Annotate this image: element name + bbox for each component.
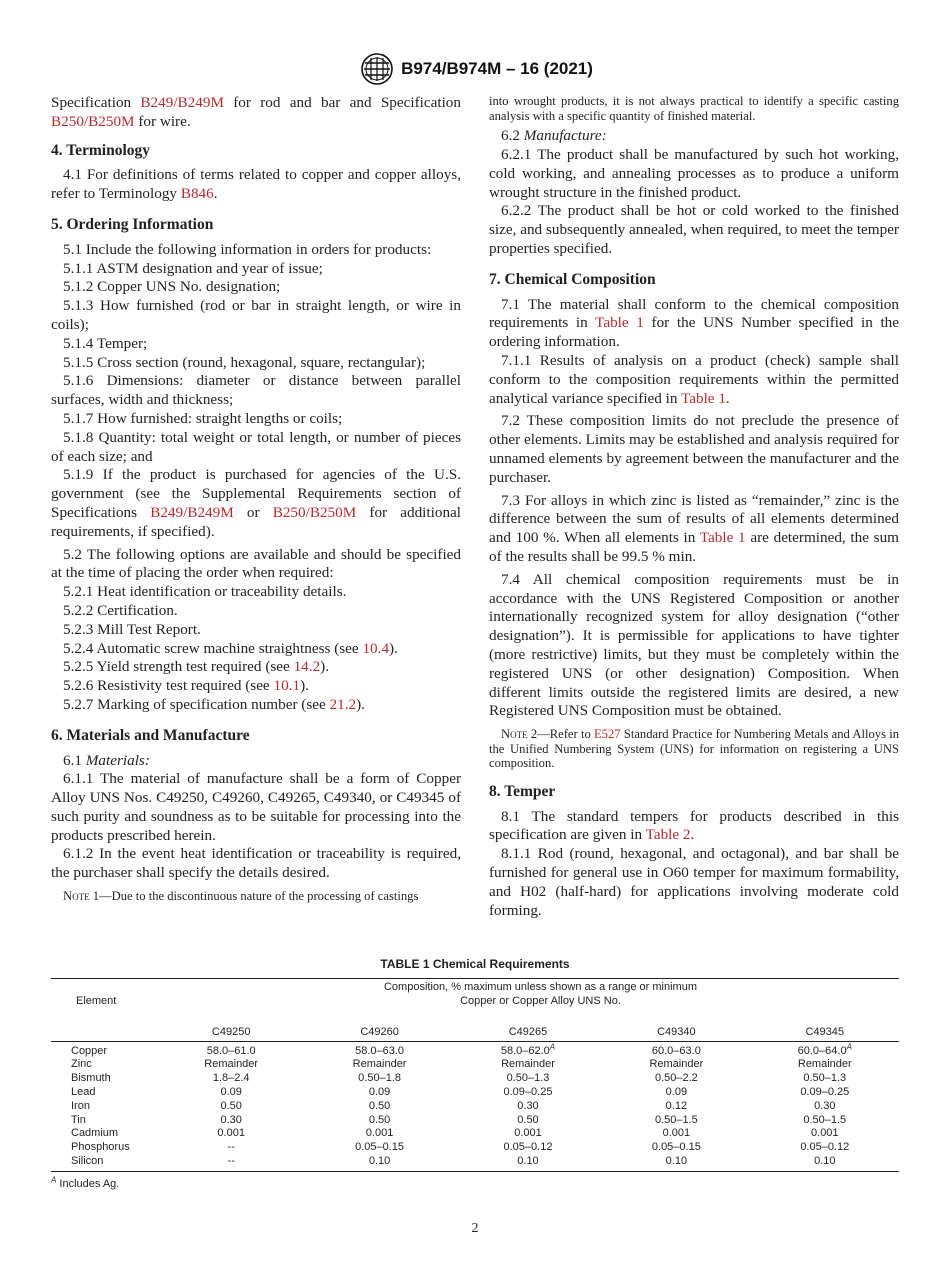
element-column-header: Element (76, 994, 117, 1007)
value-cell: 0.001 (365, 1127, 394, 1140)
value-cell: 0.05–0.15 (355, 1141, 405, 1154)
note-1: Note 1—Due to the discontinuous nature of the processing of castings (63, 889, 419, 904)
value-cell: 0.50 (220, 1099, 242, 1112)
value-cell: 0.10 (517, 1154, 539, 1167)
value-cell: 0.50–1.3 (506, 1072, 550, 1085)
link-b846[interactable]: B846 (180, 185, 214, 203)
link-b250-2[interactable]: B250/B250M (272, 503, 357, 521)
table-row (51, 1100, 899, 1114)
para-7-3: 7.3 For alloys in which zinc is listed as “remainder,” zinc is the difference between the sum of results of all elements determined and 100 %. When all elements in Table 1 are determined, the sum of the results shall be 99.5 % min. (489, 491, 899, 565)
table-row (51, 1114, 899, 1128)
table-caption: TABLE 1 Chemical Requirements (380, 957, 570, 971)
para-6-1: 6.1 Materials: (63, 751, 150, 769)
section-6-heading: 6. Materials and Manufacture (51, 726, 250, 744)
value-cell: 0.12 (665, 1099, 688, 1112)
table-row (51, 1155, 899, 1169)
section-7-heading: 7. Chemical Composition (489, 270, 656, 288)
table-row (51, 1058, 899, 1072)
element-cell: Copper (71, 1044, 108, 1057)
para-7-4: 7.4 All chemical composition requirements must be in accordance with the UNS Registered Composition or another internationally recognized system for alloy designation (“other designation”). It is permissible for applications to have tighter (more restrictive) limits, but they must be completely within the registered UNS (or other designation) Composition. When different limits outside the registered limits are desired, a new Registered UNS Composition must be obtained. (489, 570, 899, 720)
section-8-heading: 8. Temper (489, 782, 556, 800)
uns-header: Copper or Copper Alloy UNS No. (460, 994, 621, 1007)
value-cell: 0.50–1.5 (654, 1113, 698, 1126)
value-cell: 0.10 (814, 1154, 836, 1167)
para-5-1-4: 5.1.4 Temper; (63, 334, 148, 352)
link-10-1[interactable]: 10.1 (273, 677, 301, 695)
para-5-1-7: 5.1.7 How furnished: straight lengths or coils; (63, 409, 343, 427)
para-5-1-1: 5.1.1 ASTM designation and year of issue; (63, 259, 323, 277)
value-cell: -- (227, 1141, 235, 1154)
alloy-header: C49260 (360, 1025, 399, 1038)
para-8-1-1: 8.1.1 Rod (round, hexagonal, and octagonal), and bar shall be furnished for general use in O60 temper for maximum formability, and H02 (half-hard) for applications involving moderate cold forming. (489, 845, 899, 919)
para-5-2: 5.2 The following options are available and should be specified at the time of placing the order when required: (51, 545, 461, 582)
table-row (51, 1045, 899, 1059)
value-cell: 0.09–0.25 (503, 1085, 553, 1098)
element-cell: Lead (71, 1085, 96, 1098)
table-row (51, 1141, 899, 1155)
alloy-header-row (51, 1025, 899, 1041)
value-cell: 60.0–63.0 (651, 1044, 701, 1057)
value-cell: 0.10 (665, 1154, 688, 1167)
value-cell: $60.0-64.0^A$ (797, 1041, 852, 1057)
value-cell: $58.0-62.0^A$ (500, 1041, 556, 1057)
para-5-2-5: 5.2.5 Yield strength test required (see 14.2). (63, 658, 330, 676)
para-5-1-3: 5.1.3 How furnished (rod or bar in straight length, or wire in coils); (51, 297, 461, 333)
value-cell: 0.50 (368, 1099, 391, 1112)
element-cell: Silicon (71, 1154, 104, 1167)
para-5-1-9: 5.1.9 If the product is purchased for agencies of the U.S. government (see the Supplemental Requirements section of Specifications B249/B249M or B250/B250M for additional requirements, if specified). (51, 466, 461, 540)
element-cell: Iron (71, 1099, 90, 1112)
table-row (51, 1072, 899, 1086)
link-14-2[interactable]: 14.2 (293, 658, 321, 676)
element-cell: Tin (71, 1113, 86, 1126)
value-cell: 0.50 (368, 1113, 391, 1126)
value-cell: 0.30 (220, 1113, 242, 1126)
value-cell: Remainder (649, 1058, 704, 1071)
document-designation: B974/B974M – 16 (2021) (401, 59, 593, 78)
value-cell: 0.05–0.15 (651, 1141, 701, 1154)
value-cell: -- (227, 1154, 235, 1167)
right-column (489, 94, 899, 920)
section-4-heading: 4. Terminology (51, 141, 151, 159)
para-5-1-5: 5.1.5 Cross section (round, hexagonal, square, rectangular); (63, 353, 426, 371)
table-header (51, 979, 899, 1025)
para-5-2-1: 5.2.1 Heat identification or traceability details. (63, 583, 347, 601)
link-b249-2[interactable]: B249/B249M (150, 503, 234, 521)
element-cell: Phosphorus (71, 1141, 130, 1154)
value-cell: Remainder (352, 1058, 407, 1071)
para-5-1-2: 5.1.2 Copper UNS No. designation; (63, 278, 281, 296)
para-8-1: 8.1 The standard tempers for products described in this specification are given in Table 2. (489, 807, 899, 844)
link-e527[interactable]: E527 (593, 727, 621, 742)
section-5-heading: 5. Ordering Information (51, 215, 214, 233)
para-6-1-1: 6.1.1 The material of manufacture shall be a form of Copper Alloy UNS Nos. C49250, C49260, C49265, C49340, or C49345 of such purity and soundness as to be suitable for processing into the products prescribed herein. (51, 770, 461, 844)
para-5-2-6: 5.2.6 Resistivity test required (see 10.1). (63, 677, 309, 695)
value-cell: 0.001 (514, 1127, 542, 1140)
link-table-1[interactable]: Table 1 (595, 314, 644, 332)
alloy-header: C49265 (508, 1025, 548, 1038)
para-5-2-3: 5.2.3 Mill Test Report. (63, 620, 201, 638)
para-5-1-6: 5.1.6 Dimensions: diameter or distance between parallel surfaces, width and thickness; (51, 372, 461, 409)
para-7-1-1: 7.1.1 Results of analysis on a product (check) sample shall conform to the composition requirements within the permitted analytical variance specified in Table 1. (489, 351, 899, 407)
value-cell: 0.50 (517, 1113, 539, 1126)
value-cell: Remainder (501, 1058, 555, 1071)
page-header (0, 52, 950, 86)
para-4-1: 4.1 For definitions of terms related to copper and copper alloys, refer to Terminology B846. (51, 166, 461, 203)
value-cell: 58.0–63.0 (355, 1044, 405, 1057)
left-column (51, 94, 461, 910)
value-cell: 0.50–1.5 (803, 1113, 847, 1126)
table-row (51, 1086, 899, 1100)
value-cell: 0.50–1.8 (358, 1072, 401, 1085)
para-5-2-7: 5.2.7 Marking of specification number (see 21.2). (63, 695, 365, 713)
alloy-header: C49340 (657, 1025, 696, 1038)
table-footnote: $^A$ Includes Ag. (51, 1175, 120, 1190)
note-2: Note 2—Refer to E527 Standard Practice for Numbering Metals and Alloys in the Unified Numbering System (UNS) for information on registering a UNS composition. (489, 727, 900, 771)
value-cell: 0.05–0.12 (800, 1141, 850, 1154)
value-cell: 0.05–0.12 (503, 1141, 553, 1154)
value-cell: 0.50–2.2 (654, 1072, 698, 1085)
element-cell: Zinc (71, 1058, 92, 1071)
link-21-2[interactable]: 21.2 (329, 695, 357, 713)
link-b250[interactable]: B250/B250M (51, 112, 135, 130)
link-b249[interactable]: B249/B249M (140, 94, 224, 111)
value-cell: 0.001 (662, 1127, 691, 1140)
chemical-requirements-table (51, 958, 899, 1192)
para-6-1-2: 6.1.2 In the event heat identification or traceability is required, the purchaser shall specify the details desired. (51, 845, 461, 882)
value-cell: 0.09 (665, 1085, 688, 1098)
astm-logo (357, 52, 397, 86)
para-5-2-4: 5.2.4 Automatic screw machine straightness (see 10.4). (63, 639, 398, 657)
element-cell: Cadmium (71, 1127, 119, 1140)
para-7-2: 7.2 These composition limits do not preclude the presence of other elements. Limits may be established and analysis required for unnamed elements by agreement between the manufacturer and the purchaser. (489, 412, 899, 486)
para-6-2-1: 6.2.1 The product shall be manufactured by such hot working, cold working, and annealing processes as to produce a uniform wrought structure in the finished product. (489, 145, 899, 201)
para-5-2-2: 5.2.2 Certification. (63, 601, 178, 619)
composition-header: Composition, % maximum unless shown as a range or minimum (383, 980, 697, 993)
value-cell: 0.10 (368, 1154, 391, 1167)
continued-paragraph: Specification B249/B249M for rod and bar and Specification B250/B250M for wire. (51, 94, 461, 130)
value-cell: 0.001 (217, 1127, 245, 1140)
value-cell: 0.09–0.25 (800, 1085, 850, 1098)
value-cell: 0.09 (368, 1085, 391, 1098)
para-6-2: 6.2 Manufacture: (501, 127, 607, 145)
table-row (51, 1127, 899, 1141)
value-cell: 0.001 (811, 1127, 839, 1140)
element-cell: Bismuth (71, 1072, 111, 1085)
value-cell: 1.8–2.4 (212, 1072, 250, 1085)
alloy-header: C49345 (805, 1025, 845, 1038)
note-1-continued: into wrought products, it is not always practical to identify a specific casting analysis with a specific quantity of finished material. (489, 94, 899, 123)
value-cell: Remainder (204, 1058, 259, 1071)
para-5-1-8: 5.1.8 Quantity: total weight or total length, or number of pieces of each size; and (51, 428, 461, 465)
link-table-1-b[interactable]: Table 1 (681, 389, 726, 407)
value-cell: 0.30 (814, 1099, 836, 1112)
value-cell: 0.09 (220, 1085, 242, 1098)
page-number: 2 (471, 1221, 479, 1236)
link-10-4[interactable]: 10.4 (362, 639, 390, 657)
value-cell: 58.0–61.0 (206, 1044, 256, 1057)
para-7-1: 7.1 The material shall conform to the chemical composition requirements in Table 1 for the UNS Number specified in the ordering information. (489, 295, 900, 351)
link-table-2[interactable]: Table 2 (645, 826, 691, 844)
value-cell: 0.30 (517, 1099, 539, 1112)
value-cell: Remainder (797, 1058, 852, 1071)
alloy-header: C49250 (211, 1025, 251, 1038)
para-6-2-2: 6.2.2 The product shall be hot or cold worked to the finished size, and subsequently annealed, when required, to meet the temper properties specified. (489, 202, 899, 257)
link-table-1-c[interactable]: Table 1 (699, 529, 746, 547)
value-cell: 0.50–1.3 (803, 1072, 847, 1085)
para-5-1: 5.1 Include the following information in orders for products: (63, 240, 432, 258)
